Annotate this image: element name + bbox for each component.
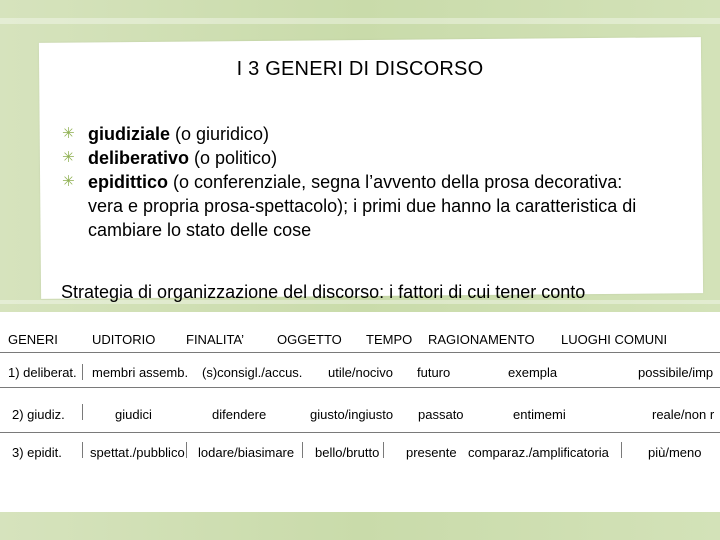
column-separator — [82, 364, 83, 380]
table-header: OGGETTO — [277, 332, 342, 347]
table-cell: giusto/ingiusto — [310, 407, 394, 422]
table-cell: giudici — [115, 407, 152, 422]
column-separator — [621, 442, 622, 458]
table-header: RAGIONAMENTO — [428, 332, 535, 347]
table-cell: passato — [418, 407, 464, 422]
table-cell: più/meno — [648, 445, 702, 460]
genre-term: giudiziale — [88, 124, 171, 144]
genre-description: (o politico) — [189, 148, 278, 168]
factors-table — [0, 312, 720, 512]
table-header: UDITORIO — [92, 332, 156, 347]
table-cell: presente — [406, 445, 457, 460]
table-cell: possibile/imp — [638, 365, 714, 380]
table-cell: 3) epidit. — [12, 445, 62, 460]
genre-description: (o giuridico) — [170, 124, 270, 144]
table-header: TEMPO — [366, 332, 413, 347]
table-header: GENERI — [8, 332, 58, 347]
list-item — [62, 146, 662, 170]
table-header: FINALITA’ — [186, 332, 245, 347]
table-cell: bello/brutto — [315, 445, 380, 460]
table-cell: futuro — [417, 365, 451, 380]
slide-title: I 3 GENERI DI DISCORSO — [236, 58, 484, 80]
genre-term: deliberativo — [88, 148, 190, 168]
star-icon: ✳ — [62, 149, 75, 166]
list-item — [62, 122, 662, 146]
genre-list — [62, 122, 662, 242]
table-cell: spettat./pubblico — [90, 445, 185, 460]
table-cell: 2) giudiz. — [12, 407, 65, 422]
column-separator — [82, 442, 83, 458]
strategy-heading: Strategia di organizzazione del discorso: i fattori di cui tener conto — [61, 282, 586, 302]
column-separator — [302, 442, 303, 458]
list-item — [62, 170, 662, 242]
genre-description: (o conferenziale, segna l’avvento della prosa decorativa: vera e propria prosa-spettacolo); i primi due hanno la caratteristica di cambiare lo stato delle cose — [88, 172, 637, 240]
table-cell: exempla — [508, 365, 558, 380]
table-cell: utile/nocivo — [328, 365, 394, 380]
table-cell: lodare/biasimare — [198, 445, 295, 460]
table-cell: difendere — [212, 407, 267, 422]
frame-texture — [0, 18, 720, 24]
table-cell: (s)consigl./accus. — [202, 365, 303, 380]
star-icon: ✳ — [62, 125, 75, 142]
column-separator — [186, 442, 187, 458]
table-cell: reale/non r — [652, 407, 715, 422]
star-icon: ✳ — [62, 173, 75, 190]
table-divider — [0, 432, 720, 433]
column-separator — [82, 404, 83, 420]
genre-term: epidittico — [88, 172, 168, 192]
table-header: LUOGHI COMUNI — [561, 332, 668, 347]
table-cell: membri assemb. — [92, 365, 189, 380]
table-cell: comparaz./amplificatoria — [468, 445, 609, 460]
column-separator — [383, 442, 384, 458]
table-divider — [0, 387, 720, 388]
table-cell: entimemi — [513, 407, 566, 422]
table-divider — [0, 352, 720, 353]
table-cell: 1) deliberat. — [8, 365, 77, 380]
